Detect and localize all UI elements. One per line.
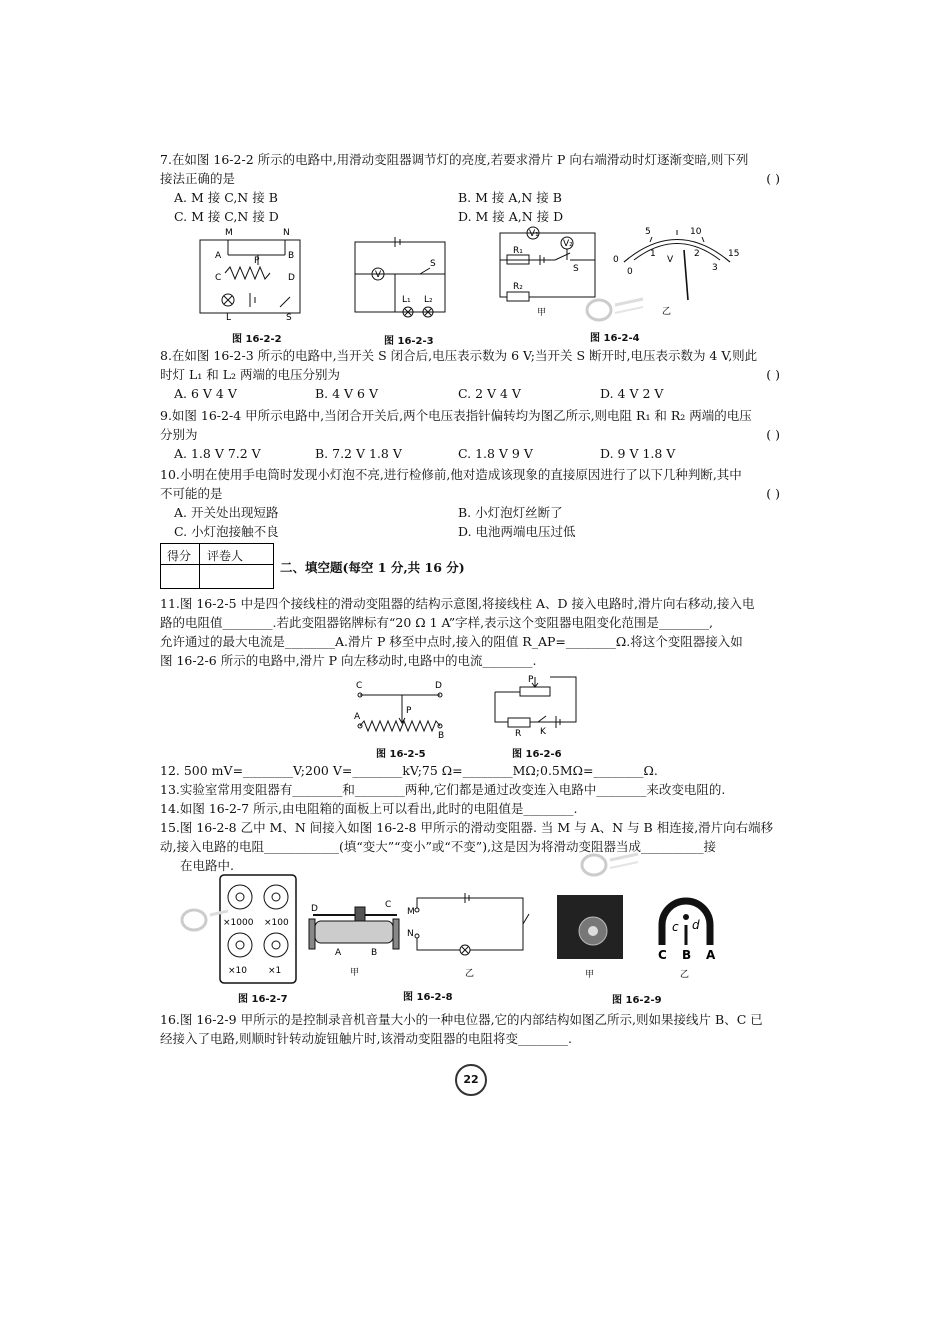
- figure-16-2-4-caption: 图 16-2-4: [590, 333, 640, 344]
- figure-16-2-5-caption: 图 16-2-5: [376, 749, 426, 760]
- q12-text: 12. 500 mV=________V;200 V=________kV;75 Ω=________MΩ;0.5MΩ=________Ω.: [160, 763, 658, 778]
- fig5-label-P: P: [406, 706, 412, 716]
- q15-line1: 15.图 16-2-8 乙中 M、N 间接入如图 16-2-8 甲所示的滑动变阻器. 当 M 与 A、N 与 B 相连接,滑片向右端移: [160, 820, 774, 835]
- figure-16-2-5-rheostat: [350, 680, 450, 740]
- dial-top-0: 0: [613, 255, 619, 265]
- fig1-label-M: M: [225, 228, 233, 238]
- fig4-label-yi: 乙: [662, 307, 672, 317]
- q9-option-a: A. 1.8 V 7.2 V: [174, 446, 261, 461]
- q8-line1: 8.在如图 16-2-3 所示的电路中,当开关 S 闭合后,电压表示数为 6 V;当开关 S 断开时,电压表示数为 4 V,则此: [160, 348, 758, 363]
- fig8-jia-label-C: C: [385, 900, 392, 910]
- q9-option-c: C. 1.8 V 9 V: [458, 446, 533, 461]
- fig6-label-K: K: [540, 727, 546, 737]
- fig9-label-C: C: [658, 948, 667, 962]
- fig3-label-jia: 甲: [537, 308, 547, 317]
- box-dial-x10: ×10: [228, 966, 247, 976]
- q8-option-d: D. 4 V 2 V: [600, 386, 664, 401]
- fig2-label-L1: L₁: [402, 295, 411, 305]
- q9-line2: 分别为: [160, 427, 198, 442]
- fig8-label-N: N: [407, 929, 414, 939]
- figure-16-2-2-caption: 图 16-2-2: [232, 334, 282, 345]
- dial-bottom-3: 3: [712, 263, 718, 273]
- q10-option-a: A. 开关处出现短路: [174, 505, 279, 520]
- fig3-label-S: S: [573, 264, 579, 274]
- questions-12-14: [160, 761, 780, 818]
- dial-unit-V: V: [667, 255, 674, 265]
- fig9-label-yi: 乙: [680, 970, 690, 980]
- watermark-logo: [580, 850, 640, 880]
- watermark-logo: [180, 905, 230, 935]
- fig9-label-c: c: [672, 920, 679, 934]
- fig8-label-yi: 乙: [465, 969, 475, 979]
- fig8-jia-label-D: D: [311, 904, 318, 914]
- section-2-title: 二、填空题(每空 1 分,共 16 分): [280, 560, 465, 575]
- q8-answer-bracket: ( ): [766, 367, 780, 382]
- q16-line1: 16.图 16-2-9 甲所示的是控制录音机音量大小的一种电位器,它的内部结构如图乙所示,则如果接线片 B、C 已: [160, 1012, 763, 1027]
- score-box: [160, 543, 274, 589]
- q11-line2: 路的电阻值________.若此变阻器铭牌标有“20 Ω 1 A”字样,表示这个变阻器电阻变化范围是________,: [160, 615, 714, 630]
- q15-line3: 在电路中.: [180, 858, 234, 873]
- fig5-label-A: A: [354, 712, 361, 722]
- fig9-label-d: d: [692, 918, 700, 932]
- fig1-label-P: P: [254, 256, 260, 266]
- question-15: [160, 818, 780, 875]
- figure-16-2-9-internal-structure: [650, 895, 725, 980]
- fig3-label-R1: R₁: [513, 246, 523, 256]
- dial-top-15: 15: [728, 249, 740, 259]
- question-8: [160, 346, 780, 403]
- fig8-jia-label-B: B: [371, 948, 378, 958]
- fig1-label-A: A: [215, 251, 222, 261]
- figure-16-2-8-slide-rheostat: [305, 893, 405, 978]
- fig6-label-R: R: [515, 729, 522, 737]
- q10-line1: 10.小明在使用手电筒时发现小灯泡不亮,进行检修前,他对造成该现象的直接原因进行了以下几种判断,其中: [160, 467, 742, 482]
- figure-16-2-3-caption: 图 16-2-3: [384, 336, 434, 347]
- fig2-label-V: V: [375, 270, 382, 280]
- watermark-logo: [585, 295, 645, 325]
- q16-line2: 经接入了电路,则顺时针转动旋钮触片时,该滑动变阻器的电阻将变________.: [160, 1031, 572, 1046]
- question-16: [160, 1010, 780, 1048]
- fig3-label-V1: V₁: [529, 229, 539, 239]
- fig1-label-N: N: [283, 228, 290, 238]
- q8-option-b: B. 4 V 6 V: [315, 386, 379, 401]
- fig3-label-V2: V₂: [563, 239, 573, 249]
- box-dial-x100: ×100: [264, 918, 289, 928]
- fig8-label-M: M: [407, 907, 415, 917]
- fig9-label-jia: 甲: [585, 970, 595, 980]
- q7-option-a: A. M 接 C,N 接 B: [174, 190, 278, 205]
- q10-option-c: C. 小灯泡接触不良: [174, 524, 279, 539]
- fig9-label-A: A: [706, 948, 716, 962]
- q8-option-a: A. 6 V 4 V: [174, 386, 237, 401]
- fig1-label-L: L: [226, 313, 232, 323]
- fig6-label-P: P: [528, 675, 534, 685]
- q7-line2: 接法正确的是: [160, 171, 236, 186]
- figure-16-2-3-circuit: [350, 232, 450, 322]
- q9-option-d: D. 9 V 1.8 V: [600, 446, 676, 461]
- question-10: [160, 465, 780, 541]
- q7-option-b: B. M 接 A,N 接 B: [458, 190, 562, 205]
- score-label: 得分: [167, 549, 192, 563]
- dial-bottom-0: 0: [627, 267, 633, 277]
- figure-16-2-6-circuit: [490, 672, 582, 737]
- q9-line1: 9.如图 16-2-4 甲所示电路中,当闭合开关后,两个电压表指针偏转均为图乙所示,则电阻 R₁ 和 R₂ 两端的电压: [160, 408, 752, 423]
- figure-16-2-7-resistance-box: [218, 873, 298, 985]
- fig3-label-R2: R₂: [513, 282, 523, 292]
- dial-bottom-2: 2: [694, 249, 700, 259]
- q14-text: 14.如图 16-2-7 所示,由电阻箱的面板上可以看出,此时的电阻值是________.: [160, 801, 578, 816]
- fig1-label-S: S: [286, 313, 292, 323]
- q10-option-b: B. 小灯泡灯丝断了: [458, 505, 563, 520]
- box-dial-x1: ×1: [268, 966, 282, 976]
- q7-answer-bracket: ( ): [766, 171, 780, 186]
- q11-line4: 图 16-2-6 所示的电路中,滑片 P 向左移动时,电路中的电流________.: [160, 653, 537, 668]
- q7-option-c: C. M 接 C,N 接 D: [174, 209, 279, 224]
- figure-16-2-9-potentiometer-photo: [555, 893, 625, 983]
- figure-16-2-2-circuit: [190, 225, 310, 325]
- q9-answer-bracket: ( ): [766, 427, 780, 442]
- q7-option-d: D. M 接 A,N 接 D: [458, 209, 564, 224]
- q11-line1: 11.图 16-2-5 中是四个接线柱的滑动变阻器的结构示意图,将接线柱 A、D 接入电路时,滑片向右移动,接入电: [160, 596, 755, 611]
- figure-16-2-8-caption: 图 16-2-8: [403, 992, 453, 1003]
- fig1-label-D: D: [288, 273, 295, 283]
- page-number: 22: [455, 1064, 487, 1096]
- figure-16-2-8-circuit: [405, 890, 545, 980]
- reviewer-label: 评卷人: [207, 549, 244, 563]
- fig8-label-jia: 甲: [350, 968, 360, 978]
- q7-line1: 7.在如图 16-2-2 所示的电路中,用滑动变阻器调节灯的亮度,若要求滑片 P 向右端滑动时灯逐渐变暗,则下列: [160, 152, 749, 167]
- q9-option-b: B. 7.2 V 1.8 V: [315, 446, 402, 461]
- fig5-label-C: C: [356, 681, 363, 691]
- fig1-label-B: B: [288, 251, 295, 261]
- dial-bottom-1: 1: [650, 249, 656, 259]
- question-11: [160, 594, 780, 670]
- fig2-label-S: S: [430, 259, 436, 269]
- q10-answer-bracket: ( ): [766, 486, 780, 501]
- question-7: [160, 150, 780, 226]
- fig8-jia-label-A: A: [335, 948, 342, 958]
- dial-top-5: 5: [645, 227, 651, 237]
- box-dial-x1000: ×1000: [223, 918, 254, 928]
- question-9: [160, 406, 780, 463]
- figure-16-2-6-caption: 图 16-2-6: [512, 749, 562, 760]
- figure-16-2-7-caption: 图 16-2-7: [238, 994, 288, 1005]
- q8-option-c: C. 2 V 4 V: [458, 386, 521, 401]
- fig9-label-B: B: [682, 948, 692, 962]
- q13-text: 13.实验室常用变阻器有________和________两种,它们都是通过改变连入电路中________来改变电阻的.: [160, 782, 726, 797]
- fig1-label-C: C: [215, 273, 222, 283]
- fig5-label-D: D: [435, 681, 442, 691]
- figure-16-2-9-caption: 图 16-2-9: [612, 995, 662, 1006]
- q10-option-d: D. 电池两端电压过低: [458, 524, 576, 539]
- fig5-label-B: B: [438, 731, 445, 740]
- q10-line2: 不可能的是: [160, 486, 223, 501]
- q11-line3: 允许通过的最大电流是________A.滑片 P 移至中点时,接入的阻值 R_AP=________Ω.将这个变阻器接入如: [160, 634, 743, 649]
- fig2-label-L2: L₂: [424, 295, 433, 305]
- q8-line2: 时灯 L₁ 和 L₂ 两端的电压分别为: [160, 367, 341, 382]
- q15-line2: 动,接入电路的电阻____________(填“变大”“变小”或“不变”),这是因为将滑动变阻器当成__________接: [160, 839, 717, 854]
- dial-top-10: 10: [690, 227, 702, 237]
